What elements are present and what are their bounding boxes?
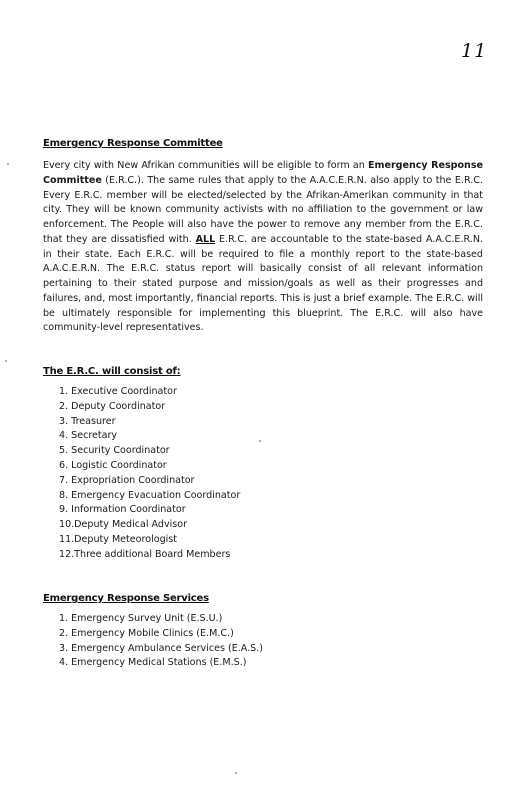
paragraph-text-3: E.R.C. are accountable to the state-based A.A.C.E.R.N. in their state. Each E.R.C. will be required to file a monthly report to the state-based A.A.C.E.R.N. The E.R.C. status report will basically consist of all relevant information pertaining to their stated purpose and mission/goals as well as their progresses and failures, and, most importantly, financial reports. This is just a brief example. The E.R.C. will be ultimately responsible for implementing this blueprint. The E.R.C. will also have community-level representatives.	[43, 233, 483, 334]
scan-speck	[235, 772, 237, 774]
scan-speck	[7, 163, 9, 165]
committee-paragraph	[43, 159, 483, 336]
list-item: 2. Emergency Mobile Clinics (E.M.C.)	[59, 627, 234, 639]
list-item: 7. Expropriation Coordinator	[59, 474, 195, 486]
list-item: 9. Information Coordinator	[59, 504, 186, 516]
list-item: 1. Executive Coordinator	[59, 386, 177, 397]
consist-heading: The E.R.C. will consist of:	[43, 366, 181, 377]
consist-list	[59, 385, 240, 563]
list-item: 1. Emergency Survey Unit (E.S.U.)	[59, 613, 223, 624]
list-item: 3. Emergency Ambulance Services (E.A.S.)	[59, 642, 263, 654]
list-item: 5. Security Coordinator	[59, 445, 170, 457]
services-heading: Emergency Response Services	[43, 593, 209, 604]
paragraph-bold-term: Emergency Response Committee	[43, 160, 483, 186]
list-item: 11.Deputy Meteorologist	[59, 533, 177, 545]
list-item: 12.Three additional Board Members	[59, 548, 231, 560]
list-item: 8. Emergency Evacuation Coordinator	[59, 489, 241, 501]
services-list	[59, 612, 263, 671]
committee-heading: Emergency Response Committee	[43, 138, 223, 149]
list-item: 10.Deputy Medical Advisor	[59, 519, 188, 531]
scan-speck	[259, 440, 261, 442]
paragraph-bold-all: ALL	[195, 233, 216, 245]
list-item: 3. Treasurer	[59, 415, 116, 427]
list-item: 2. Deputy Coordinator	[59, 400, 166, 412]
page-number: 11	[461, 40, 488, 62]
paragraph-text-1: Every city with New Afrikan communities will be eligible to form an	[43, 160, 368, 171]
scan-speck	[5, 360, 7, 362]
paragraph-text-2: (E.R.C.). The same rules that apply to the A.A.C.E.R.N. also apply to the E.R.C. Every E.R.C. member will be elected/selected by the Afrikan-Amerikan community in that city. They will be known community activists with no affiliation to the government or law enforcement. The People will also have the power to remove any member from the E.R.C. that they are dissatisfied with.	[43, 174, 483, 245]
list-item: 4. Secretary	[59, 430, 118, 442]
list-item: 6. Logistic Coordinator	[59, 459, 167, 471]
list-item: 4. Emergency Medical Stations (E.M.S.)	[59, 657, 247, 669]
